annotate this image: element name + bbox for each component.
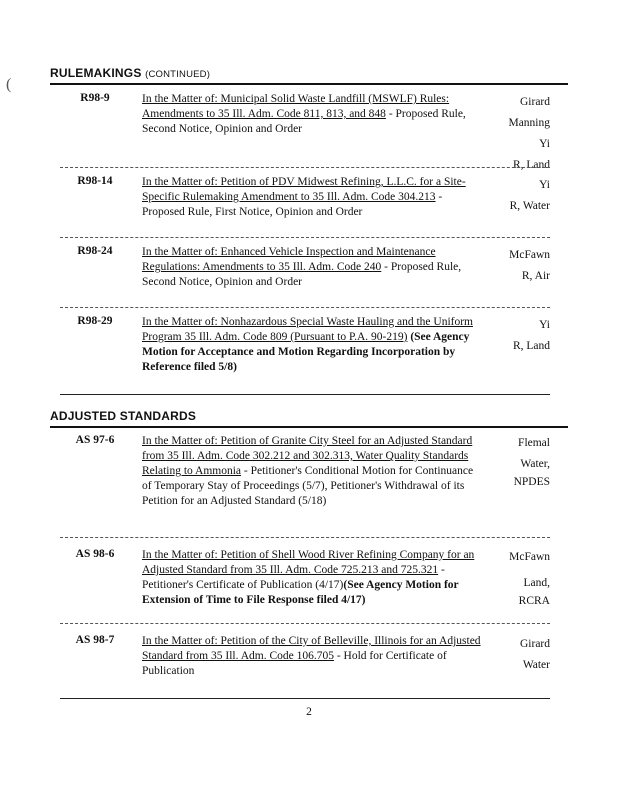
case-title: In the Matter of: Nonhazardous Special Waste Hauling and the Uniform Program 35 Ill. Adm. Code 809 (Pursuant to P.A. 90-219) [142, 316, 473, 343]
docket-number: R98-14 [77, 175, 113, 187]
case-note: (See Agency Motion for Extension of Time to File Response filed 4/17) [142, 579, 459, 606]
case-title: In the Matter of: Municipal Solid Waste Landfill (MSWLF) Rules: Amendments to 35 Ill. Adm. Code 811, 813, and 848 [142, 93, 450, 120]
case-assignment [470, 634, 550, 676]
case-type: Water, [520, 458, 550, 470]
docket-entry [60, 92, 550, 171]
case-type: R, Land [512, 159, 550, 171]
case-status: - Proposed Rule, First Notice, Opinion and Order [142, 191, 443, 218]
board-member: Girard [519, 638, 550, 650]
docket-number: R98-9 [80, 92, 110, 104]
case-type: Land, [523, 577, 550, 589]
section-title: ADJUSTED STANDARDS [50, 409, 197, 423]
case-assignment [470, 315, 550, 357]
case-note: (See Agency Motion for Acceptance and Motion Regarding Incorporation by Reference filed 5/8) [142, 331, 470, 373]
docket-entry [60, 548, 550, 612]
case-status: - Proposed Rule, Second Notice, Opinion and Order [142, 108, 466, 135]
section-title-suffix: (CONTINUED) [145, 69, 211, 80]
case-assignment [470, 175, 550, 217]
docket-number: AS 98-6 [75, 548, 115, 560]
docket-entry [60, 634, 550, 684]
case-type: R, Water [509, 200, 550, 212]
margin-mark: ( [6, 76, 12, 93]
case-status: - Hold for Certificate of Publication [142, 650, 447, 677]
entry-separator [60, 394, 550, 395]
board-member: Flemal [518, 437, 550, 449]
docket-number: R98-29 [77, 315, 113, 327]
case-caption [142, 175, 482, 220]
case-caption [142, 245, 482, 290]
docket-number: AS 98-7 [75, 634, 115, 646]
section-heading-rulemakings [50, 66, 210, 80]
section-title: RULEMAKINGS [50, 66, 142, 80]
case-caption [142, 434, 482, 509]
board-member: McFawn [509, 551, 550, 563]
case-type: R, Land [512, 340, 550, 352]
case-assignment [470, 434, 550, 491]
section-rule [50, 426, 568, 428]
case-title: In the Matter of: Petition of Granite City Steel for an Adjusted Standard from 35 Ill. Adm. Code 302.212 and 302.313, Water Quality Standards Relating to Ammonia [142, 435, 473, 477]
entry-separator [60, 167, 550, 168]
case-type: Water [522, 659, 550, 671]
entry-separator [60, 537, 550, 538]
board-member: Yi [539, 179, 550, 191]
case-subtype: NPDES [513, 476, 550, 488]
case-caption [142, 92, 482, 137]
section-heading-adjusted-standards [50, 409, 196, 423]
case-title: In the Matter of: Petition of Shell Wood River Refining Company for an Adjusted Standard from 35 Ill. Adm. Code 725.213 and 725.321 [142, 549, 475, 576]
docket-entry [60, 434, 550, 524]
entry-separator [60, 237, 550, 238]
case-caption [142, 548, 482, 608]
entry-separator [60, 623, 550, 624]
docket-entry [60, 245, 550, 295]
case-caption [142, 634, 482, 679]
case-status: - Proposed Rule, Second Notice, Opinion and Order [142, 261, 462, 288]
board-member: Yi [539, 319, 550, 331]
board-member: Girard [519, 96, 550, 108]
docket-number: AS 97-6 [75, 434, 115, 446]
board-member: McFawn [509, 249, 550, 261]
docket-number: R98-24 [77, 245, 113, 257]
case-title: In the Matter of: Enhanced Vehicle Inspection and Maintenance Regulations: Amendments to 35 Ill. Adm. Code 240 [142, 246, 436, 273]
page-number: 2 [306, 706, 312, 718]
case-assignment [470, 245, 550, 287]
entry-separator [60, 698, 550, 699]
case-assignment [470, 92, 550, 176]
case-subtype: RCRA [518, 595, 550, 607]
case-caption [142, 315, 482, 375]
docket-entry [60, 175, 550, 225]
case-status: - Petitioner's Certificate of Publication (4/17) [142, 564, 445, 591]
case-assignment [470, 548, 550, 610]
case-title: In the Matter of: Petition of the City of Belleville, Illinois for an Adjusted Standard from 35 Ill. Adm. Code 106.705 [142, 635, 481, 662]
board-member: Manning [508, 117, 550, 129]
docket-entry [60, 315, 550, 379]
case-status: - Petitioner's Conditional Motion for Continuance of Temporary Stay of Proceedings (5/7), Petitioner's Withdrawal of its Petition for an Adjusted Standard (5/18) [142, 465, 474, 507]
case-title: In the Matter of: Petition of PDV Midwest Refining, L.L.C. for a Site-Specific Rulemaking Amendment to 35 Ill. Adm. Code 304.213 [142, 176, 466, 203]
section-rule [50, 83, 568, 85]
board-member: Yi [539, 138, 550, 150]
entry-separator [60, 307, 550, 308]
case-type: R, Air [521, 270, 550, 282]
